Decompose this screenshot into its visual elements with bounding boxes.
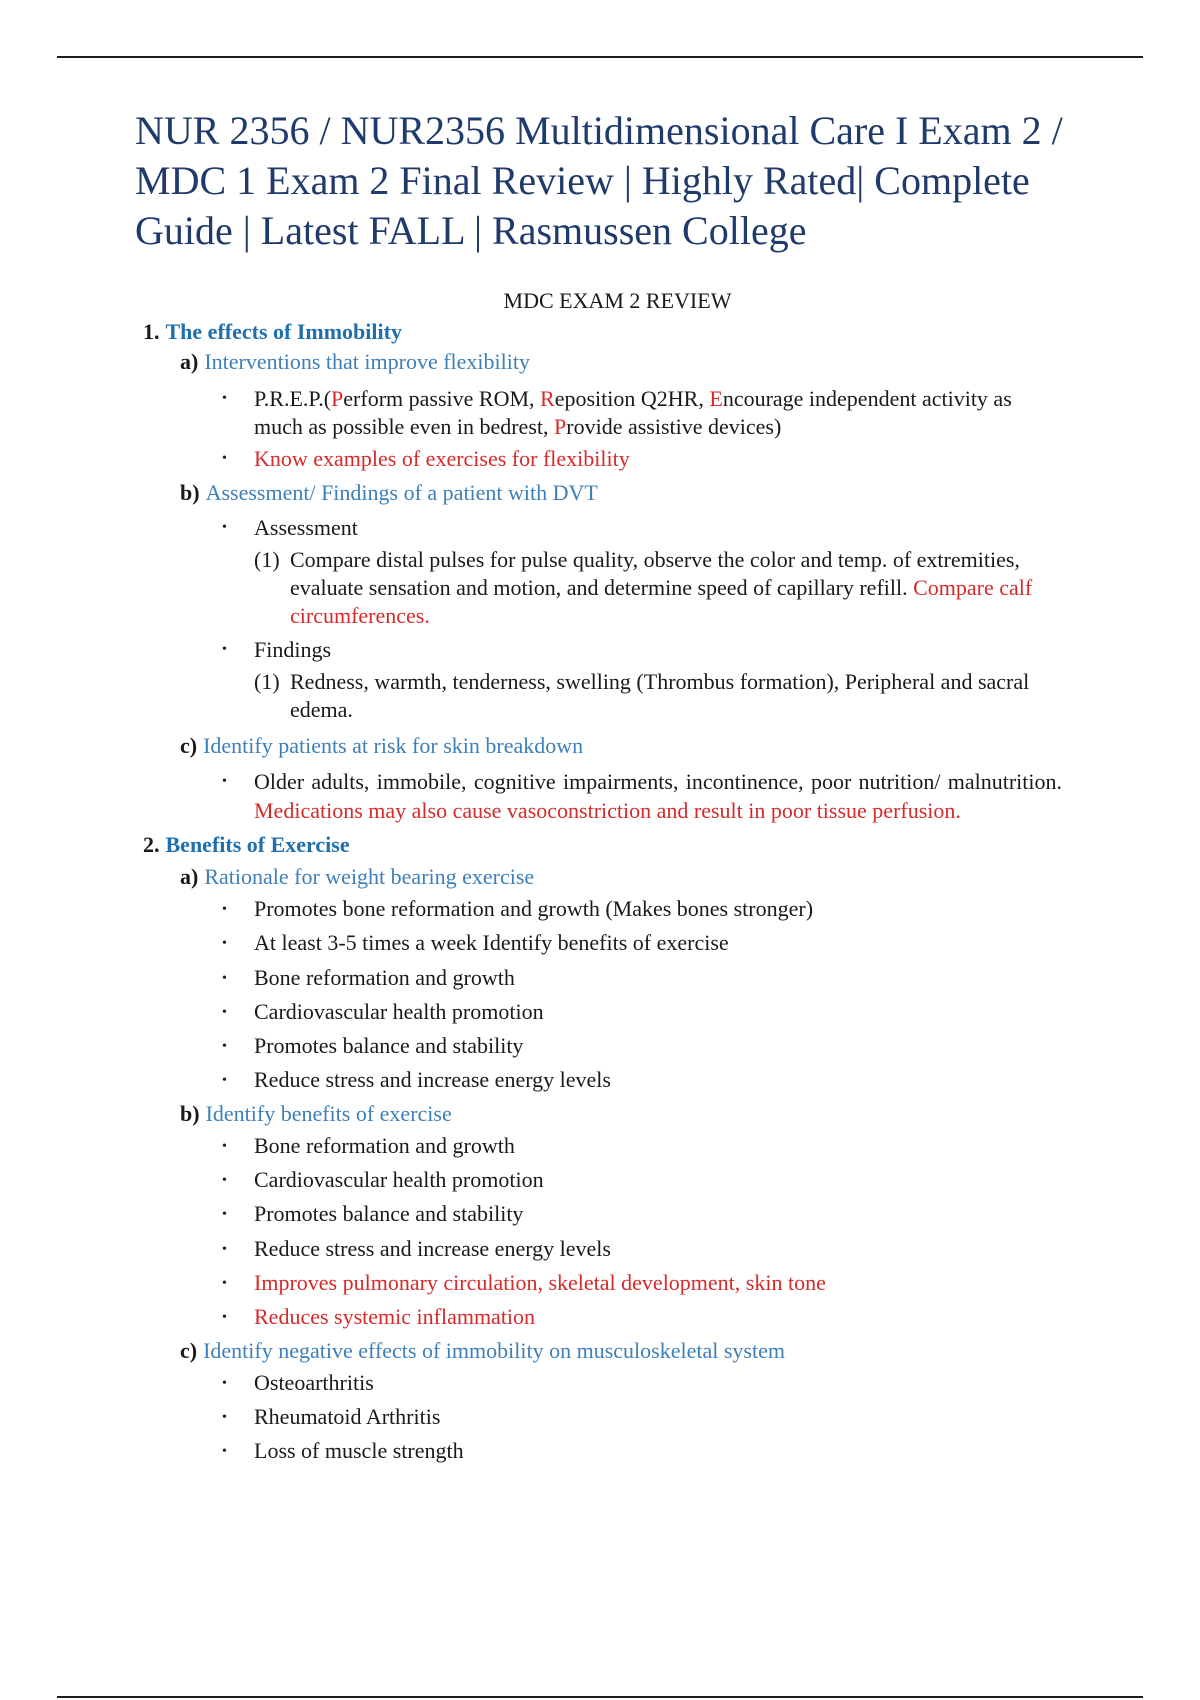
list-item (222, 767, 1062, 825)
list-item (222, 514, 1062, 542)
bullet-icon: • (222, 1173, 227, 1189)
item-text: Older adults, immobile, cognitive impairments, incontinence, poor nutrition/ malnutrition. Medications may also cause vasoconstriction and result in poor tissue perfusion. (254, 769, 1062, 823)
section-title: The effects of Immobility (165, 319, 402, 344)
list-item (222, 1434, 1062, 1468)
list-item (222, 445, 1062, 473)
item-text: Findings (254, 637, 332, 662)
item-text: Bone reformation and growth (254, 1132, 515, 1158)
item-text: Cardiovascular health promotion (254, 998, 544, 1024)
section-heading (143, 829, 1200, 861)
bullet-icon: • (222, 1241, 227, 1257)
item-text: Bone reformation and growth (254, 964, 515, 990)
bullet-icon: • (222, 936, 227, 952)
list-item (222, 1029, 1062, 1063)
review-heading: MDC EXAM 2 REVIEW (503, 288, 732, 313)
title-line-3: Guide | Latest FALL | Rasmussen College (135, 208, 807, 253)
bottom-rule (57, 1696, 1143, 1698)
list-item (222, 1129, 1062, 1163)
item-text: Reduce stress and increase energy levels (254, 1067, 611, 1093)
bullet-list (0, 1129, 1200, 1335)
item-text: Promotes bone reformation and growth (Makes bones stronger) (254, 896, 814, 921)
bullet-icon: • (222, 1073, 227, 1089)
bullet-icon: • (222, 1375, 227, 1391)
section-number: 2. (143, 832, 160, 857)
subsection-label: c) (180, 733, 198, 758)
item-text: Compare distal pulses for pulse quality, observe the color and temp. of extremities, evaluate sensation and motion, and determine speed of capillary refill. Compare calf circumferences. (290, 547, 1033, 628)
subsection-title: Identify negative effects of immobility on musculoskeletal system (203, 1337, 785, 1363)
subsection-label: a) (180, 864, 199, 889)
list-item (222, 1266, 1062, 1300)
item-text: Promotes balance and stability (254, 1201, 524, 1227)
bullet-icon: • (222, 451, 227, 466)
subsection-heading (180, 477, 1200, 508)
item-number: (1) (254, 669, 280, 694)
subsection-heading (180, 1098, 1200, 1129)
bullet-list (0, 1366, 1200, 1469)
document-title (135, 106, 1095, 256)
subsection-title: Identify patients at risk for skin breakdown (203, 733, 584, 758)
subsection-heading (180, 346, 1200, 377)
subsection-title: Interventions that improve flexibility (204, 349, 530, 374)
subsection-title: Identify benefits of exercise (205, 1100, 452, 1126)
bullet-icon: • (222, 1275, 227, 1291)
list-item (222, 892, 1062, 926)
item-number: (1) (254, 547, 280, 572)
subsection-label: c) (180, 1337, 198, 1363)
list-item (222, 1366, 1062, 1400)
list-item (222, 961, 1062, 995)
bullet-icon: • (222, 642, 227, 657)
list-item (222, 1232, 1062, 1266)
item-text: Promotes balance and stability (254, 1033, 524, 1059)
list-item (222, 1197, 1062, 1231)
top-rule (57, 56, 1143, 58)
section-heading (143, 316, 1200, 348)
numbered-item (254, 546, 1044, 630)
item-text: Osteoarthritis (254, 1369, 374, 1395)
item-text: Rheumatoid Arthritis (254, 1403, 441, 1429)
item-text: Redness, warmth, tenderness, swelling (Thrombus formation), Peripheral and sacral edema. (290, 669, 1030, 722)
subsection-heading (180, 861, 1200, 892)
item-text: Improves pulmonary circulation, skeletal development, skin tone (254, 1269, 826, 1295)
subsection-heading (180, 730, 1200, 761)
bullet-icon: • (222, 391, 227, 406)
section-number: 1. (143, 319, 160, 344)
bullet-list (0, 892, 1200, 1098)
outline-content (0, 316, 1200, 1468)
bullet-icon: • (222, 1207, 227, 1223)
list-item (222, 1400, 1062, 1434)
subsection-label: b) (180, 1100, 200, 1126)
title-line-1: NUR 2356 / NUR2356 Multidimensional Care I Exam 2 / (135, 108, 1063, 153)
list-item (222, 995, 1062, 1029)
item-text: Know examples of exercises for flexibility (254, 446, 630, 471)
subsection-heading (180, 1335, 1200, 1366)
item-text: Reduces systemic inflammation (254, 1304, 536, 1330)
item-text: Cardiovascular health promotion (254, 1167, 544, 1193)
bullet-icon: • (222, 970, 227, 986)
title-line-2: MDC 1 Exam 2 Final Review | Highly Rated| Complete (135, 158, 1030, 203)
list-item (222, 1063, 1062, 1097)
bullet-icon: • (222, 1310, 227, 1326)
prep-text: P.R.E.P.(Perform passive ROM, Reposition Q2HR, Encourage independent activity as much as possible even in bedrest, Provide assistive devices) (254, 386, 1012, 439)
bullet-icon: • (222, 774, 227, 789)
item-text: Reduce stress and increase energy levels (254, 1235, 611, 1261)
bullet-icon: • (222, 902, 227, 917)
subsection-label: a) (180, 349, 199, 374)
subsection-title: Rationale for weight bearing exercise (204, 864, 535, 889)
bullet-icon: • (222, 1444, 227, 1460)
list-item (222, 1163, 1062, 1197)
item-text: Assessment (254, 515, 358, 540)
item-text: At least 3-5 times a week Identify benefits of exercise (254, 930, 729, 956)
numbered-item (254, 668, 1044, 724)
item-text: Loss of muscle strength (254, 1438, 464, 1464)
bullet-icon: • (222, 1138, 227, 1154)
bullet-icon: • (222, 1409, 227, 1425)
section-title: Benefits of Exercise (165, 832, 350, 857)
bullet-icon: • (222, 1004, 227, 1020)
bullet-icon: • (222, 1039, 227, 1055)
bullet-icon: • (222, 520, 227, 535)
list-item (222, 636, 1062, 664)
list-item (222, 385, 1062, 441)
list-item (222, 926, 1062, 960)
subsection-label: b) (180, 480, 200, 505)
list-item (222, 1300, 1062, 1334)
subsection-title: Assessment/ Findings of a patient with DVT (205, 480, 598, 505)
